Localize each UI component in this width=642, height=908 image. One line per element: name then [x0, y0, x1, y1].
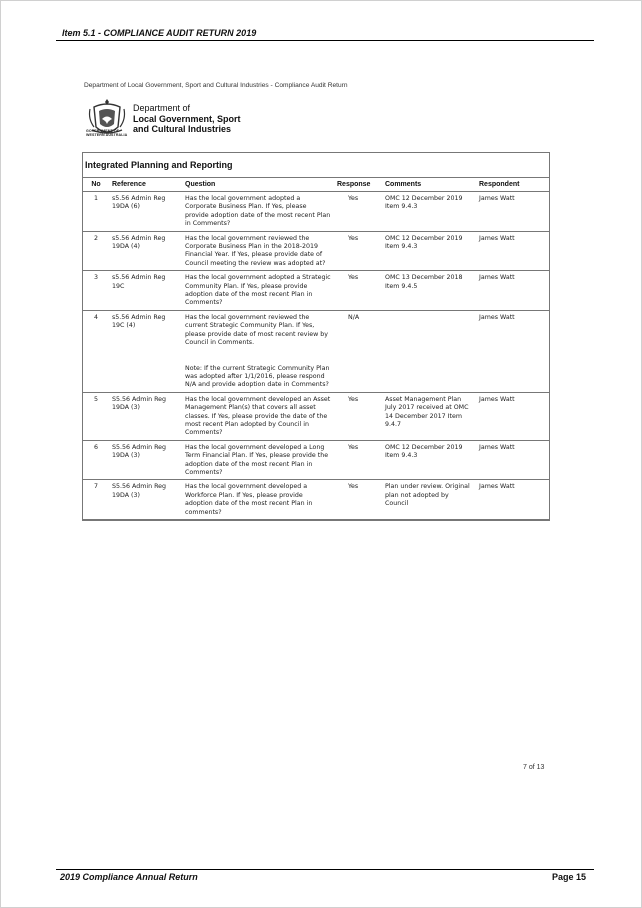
row-comments — [382, 310, 476, 392]
row-respondent — [476, 392, 549, 440]
row-response — [334, 440, 382, 480]
row-reference — [109, 480, 182, 520]
row-response-text: Yes — [348, 483, 359, 491]
row-response-text: Yes — [348, 274, 359, 282]
footer-page: Page 15 — [552, 872, 587, 882]
row-response-text: Yes — [348, 395, 359, 403]
row-question-text: Has the local government reviewed the current Strategic Community Plan. If Yes, please provide date of most recent review by Council in Comments. — [185, 313, 328, 347]
row-respondent — [476, 310, 549, 392]
row-response-text: N/A — [348, 313, 360, 321]
row-no-text: 4 — [93, 313, 98, 321]
row-response — [334, 271, 382, 311]
column-header-respondent: Respondent — [476, 178, 549, 192]
row-comments-text: Plan under review. Original plan not adopted by Council — [385, 483, 470, 508]
table-row — [83, 271, 549, 311]
audit-table — [83, 178, 549, 520]
row-comments — [382, 392, 476, 440]
row-comments-text: OMC 12 December 2019 Item 9.4.3 — [385, 234, 463, 251]
row-question — [182, 310, 334, 392]
row-reference — [109, 310, 182, 392]
row-comments — [382, 440, 476, 480]
page-number: 7 of 13 — [523, 764, 545, 771]
row-respondent — [476, 440, 549, 480]
section-title: Integrated Planning and Reporting — [83, 153, 549, 178]
government-caption: GOVERNMENT OF WESTERN AUSTRALIA — [86, 129, 128, 138]
row-no-text: 1 — [93, 195, 98, 202]
row-respondent-text: James Watt — [479, 313, 515, 321]
column-header-response: Response — [334, 178, 382, 192]
row-question — [182, 440, 334, 480]
row-no — [83, 271, 109, 311]
row-question-text: Has the local government developed an Asset Management Plan(s) that covers all asset classes. If Yes, please provide the date of the most recent Plan adopted by Council in Comments? — [185, 395, 331, 437]
row-respondent-text: James Watt — [479, 443, 515, 451]
row-respondent-text: James Watt — [479, 483, 515, 491]
footer-left: 2019 Compliance Annual Return — [60, 872, 198, 882]
row-no — [83, 192, 109, 232]
row-no-text: 5 — [93, 395, 98, 403]
row-respondent-text: James Watt — [479, 395, 515, 403]
table-row — [83, 231, 549, 271]
row-response — [334, 392, 382, 440]
table-row — [83, 440, 549, 480]
logo-line-2: Local Government, Sport — [133, 113, 241, 124]
logo-line-1: Department of — [133, 103, 191, 113]
row-no — [83, 392, 109, 440]
row-no-text: 3 — [93, 274, 98, 282]
table-row — [83, 310, 549, 392]
logo-line-3: and Cultural Industries — [133, 124, 232, 134]
row-respondent — [476, 192, 549, 232]
row-question-text: Has the local government adopted a Strategic Community Plan. If Yes, please provide adoption date of the most recent Plan in Comments? — [185, 274, 331, 307]
table-body — [83, 192, 549, 520]
row-response — [334, 480, 382, 520]
column-header-no: No — [83, 178, 109, 192]
row-reference — [109, 440, 182, 480]
row-response-text: Yes — [348, 234, 359, 242]
row-comments — [382, 271, 476, 311]
row-question — [182, 192, 334, 232]
row-reference-text: s5.56 Admin Reg 19C — [112, 274, 166, 290]
row-no — [83, 310, 109, 392]
row-reference — [109, 192, 182, 232]
row-reference-text: s5.56 Admin Reg 19C (4) — [112, 313, 166, 330]
row-reference-text: S5.56 Admin Reg 19DA (3) — [112, 395, 167, 412]
row-comments — [382, 192, 476, 232]
table-row — [83, 480, 549, 520]
row-no — [83, 231, 109, 271]
running-header: Item 5.1 - COMPLIANCE AUDIT RETURN 2019 — [62, 28, 257, 38]
row-reference — [109, 271, 182, 311]
row-respondent-text: James Watt — [479, 274, 515, 282]
row-respondent — [476, 271, 549, 311]
row-question-text: Has the local government developed a Long Term Financial Plan. If Yes, please provide the adoption date of the most recent Plan in Comments? — [185, 443, 329, 476]
row-comments-text: OMC 12 December 2019 Item 9.4.3 — [385, 443, 463, 460]
row-respondent-text: James Watt — [479, 234, 515, 242]
row-respondent-text: James Watt — [479, 195, 515, 202]
row-comments-text: OMC 12 December 2019 Item 9.4.3 — [385, 195, 463, 211]
row-question-text: Has the local government reviewed the Corporate Business Plan in the 2018-2019 Financial Year. If Yes, please provide date of Council meeting the review was adopted at? — [185, 234, 326, 267]
row-question-text: Has the local government developed a Workforce Plan. If Yes, please provide adoption date of the most recent Plan in comments? — [185, 483, 313, 516]
row-response — [334, 231, 382, 271]
footer-rule — [56, 869, 594, 870]
department-line: Department of Local Government, Sport and Cultural Industries - Compliance Audit Return — [84, 82, 348, 89]
row-question — [182, 392, 334, 440]
row-response — [334, 192, 382, 232]
row-reference-text: s5.56 Admin Reg 19DA (4) — [112, 234, 166, 251]
row-question-text: Has the local government adopted a Corporate Business Plan. If Yes, please provide adoption date of the most recent Plan in Comments? — [185, 195, 331, 228]
column-header-comments: Comments — [382, 178, 476, 192]
column-header-reference: Reference — [109, 178, 182, 192]
compliance-table — [82, 152, 550, 521]
row-response-text: Yes — [348, 443, 359, 451]
row-no — [83, 480, 109, 520]
row-comments — [382, 231, 476, 271]
table-row — [83, 392, 549, 440]
row-reference — [109, 231, 182, 271]
row-reference — [109, 392, 182, 440]
row-question — [182, 480, 334, 520]
row-reference-text: s5.56 Admin Reg 19DA (6) — [112, 195, 166, 211]
department-logo-text — [133, 103, 241, 135]
row-no-text: 7 — [93, 483, 98, 491]
row-no-text: 2 — [93, 234, 98, 242]
row-reference-text: S5.56 Admin Reg 19DA (3) — [112, 443, 167, 460]
row-no-text: 6 — [93, 443, 98, 451]
row-reference-text: S5.56 Admin Reg 19DA (3) — [112, 483, 167, 499]
table-row — [83, 192, 549, 232]
header-rule — [56, 40, 594, 41]
row-respondent — [476, 231, 549, 271]
row-response-text: Yes — [348, 195, 359, 202]
row-question-note: Note: If the current Strategic Community Plan was adopted after 1/1/2016, please respond N/A and provide adoption date in Comments? — [185, 364, 330, 389]
row-no — [83, 440, 109, 480]
table-header-row — [83, 178, 549, 192]
row-comments — [382, 480, 476, 520]
row-comments-text: Asset Management Plan July 2017 received at OMC 14 December 2017 Item 9.4.7 — [385, 395, 469, 428]
row-respondent — [476, 480, 549, 520]
column-header-question: Question — [182, 178, 334, 192]
row-comments-text: OMC 13 December 2018 Item 9.4.5 — [385, 274, 463, 290]
row-question — [182, 271, 334, 311]
row-question — [182, 231, 334, 271]
row-response — [334, 310, 382, 392]
